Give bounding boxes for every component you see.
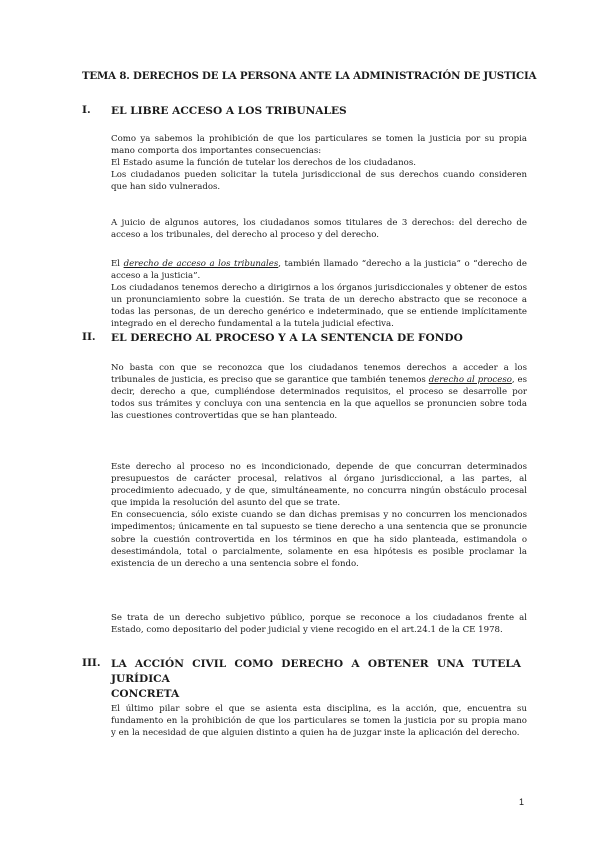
text-line: desestimándola, total o parcialmente, solamente en esa hipótesis es posible proclamar la — [111, 546, 527, 557]
text-line: Los ciudadanos tenemos derecho a dirigirnos a los órganos jurisdiccionales y obtener de estos — [111, 283, 527, 294]
text-line: A juicio de algunos autores, los ciudadanos somos titulares de 3 derechos: del derecho de — [111, 218, 527, 228]
term-access-to-courts: derecho de acceso a los tribunales — [123, 259, 279, 269]
text-line: y en la necesidad de que alguien distinto a quien ha de juzgar inste la aplicación del derecho. — [111, 728, 520, 739]
text-line: todos sus trámites y concluya con una sentencia en la que aquellos se pronuncien sobre toda — [111, 399, 527, 410]
text-line — [111, 258, 527, 270]
text-line: que han sido vulnerados. — [111, 182, 221, 193]
text-line: Los ciudadanos pueden solicitar la tutela jurisdiccional de sus derechos cuando consideren — [111, 170, 527, 181]
text-fragment: tribunales de justicia, es preciso que se garantice que también tenemos — [111, 375, 426, 386]
text-line: Se trata de un derecho subjetivo público, porque se reconoce a los ciudadanos frente al — [111, 613, 527, 623]
text-line: mano comporta dos importantes consecuencias: — [111, 146, 322, 157]
page-number: 1 — [519, 797, 525, 807]
text-line: que impida la resolución del asunto del que se trate. — [111, 498, 341, 509]
text-line — [111, 374, 527, 386]
text-line: existencia de un derecho a una sentencia sobre el fondo. — [111, 558, 359, 569]
text-line: impedimentos; únicamente en tal supuesto se tiene derecho a una sentencia que se pronuncie — [111, 522, 527, 533]
section-3-paragraph-1 — [111, 703, 527, 739]
section-1-paragraph-3 — [111, 258, 527, 331]
section-3-number: III. — [82, 657, 101, 669]
section-3-title-line-2: CONCRETA — [111, 688, 180, 700]
text-line: acceso a la justicia”. — [111, 271, 201, 282]
section-1-paragraph-1 — [111, 133, 527, 193]
text-line: Este derecho al proceso no es incondicionado, depende de que concurran determinados — [111, 462, 527, 472]
term-right-to-process: derecho al proceso — [428, 375, 512, 386]
section-2-number: II. — [82, 331, 96, 343]
text-fragment: , es — [511, 375, 528, 386]
text-line: En consecuencia, sólo existe cuando se dan dichas premisas y no concurren los mencionados — [111, 510, 527, 521]
text-line: todas las personas, de un derecho genérico e indeterminado, que se entiende implícitamente — [111, 307, 527, 318]
section-2-paragraph-3 — [111, 612, 527, 636]
section-2-title: EL DERECHO AL PROCESO Y A LA SENTENCIA DE FONDO — [111, 332, 463, 344]
text-line: integrado en el derecho fundamental a la tutela judicial efectiva. — [111, 319, 394, 330]
text-line: sobre la cuestión controvertida en los términos en que ha sido planteada, estimandola o — [111, 534, 527, 545]
text-line: acceso a los tribunales, del derecho al proceso y del derecho. — [111, 230, 380, 241]
text-line: decir, derecho a que, cumpliéndose determinados requisitos, el proceso se desarrolle por — [111, 387, 527, 398]
text-line: Como ya sabemos la prohibición de que los particulares se tomen la justicia por su propia — [111, 134, 527, 144]
text-line: las cuestiones controvertidas que se han planteado. — [111, 411, 338, 422]
section-3-title — [111, 657, 521, 702]
text-fragment: , también llamado “derecho a la justicia” o “derecho de — [278, 259, 528, 269]
section-1-title: EL LIBRE ACCESO A LOS TRIBUNALES — [111, 105, 347, 117]
text-line: El Estado asume la función de tutelar los derechos de los ciudadanos. — [111, 158, 416, 169]
section-3-title-line-1: LA ACCIÓN CIVIL COMO DERECHO A OBTENER UNA TUTELA JURÍDICA — [111, 658, 521, 685]
text-line: Estado, como depositario del poder judicial y viene recogido en el art.24.1 de la CE 1978. — [111, 625, 503, 636]
text-fragment: El — [111, 259, 121, 269]
section-2-paragraph-2 — [111, 461, 527, 570]
document-title: TEMA 8. DERECHOS DE LA PERSONA ANTE LA ADMINISTRACIÓN DE JUSTICIA — [82, 70, 537, 82]
section-2-paragraph-1 — [111, 362, 527, 422]
text-line: un pronunciamiento sobre la cuestión. Se trata de un derecho abstracto que se reconoce a — [111, 295, 527, 306]
text-line: procedimiento adecuado, y de que, simultáneamente, no concurra ningún obstáculo procesal — [111, 486, 527, 497]
section-1-number: I. — [82, 104, 91, 116]
text-line: El último pilar sobre el que se asienta esta disciplina, es la acción, que, encuentra su — [111, 704, 527, 714]
text-line: fundamento en la prohibición de que los particulares se tomen la justicia por su propia mano — [111, 716, 527, 727]
text-line: No basta con que se reconozca que los ciudadanos tenemos derechos a acceder a los — [111, 363, 527, 373]
text-line: presupuestos de carácter procesal, relativos al órgano jurisdiccional, a las partes, al — [111, 474, 527, 485]
section-1-paragraph-2 — [111, 217, 527, 241]
